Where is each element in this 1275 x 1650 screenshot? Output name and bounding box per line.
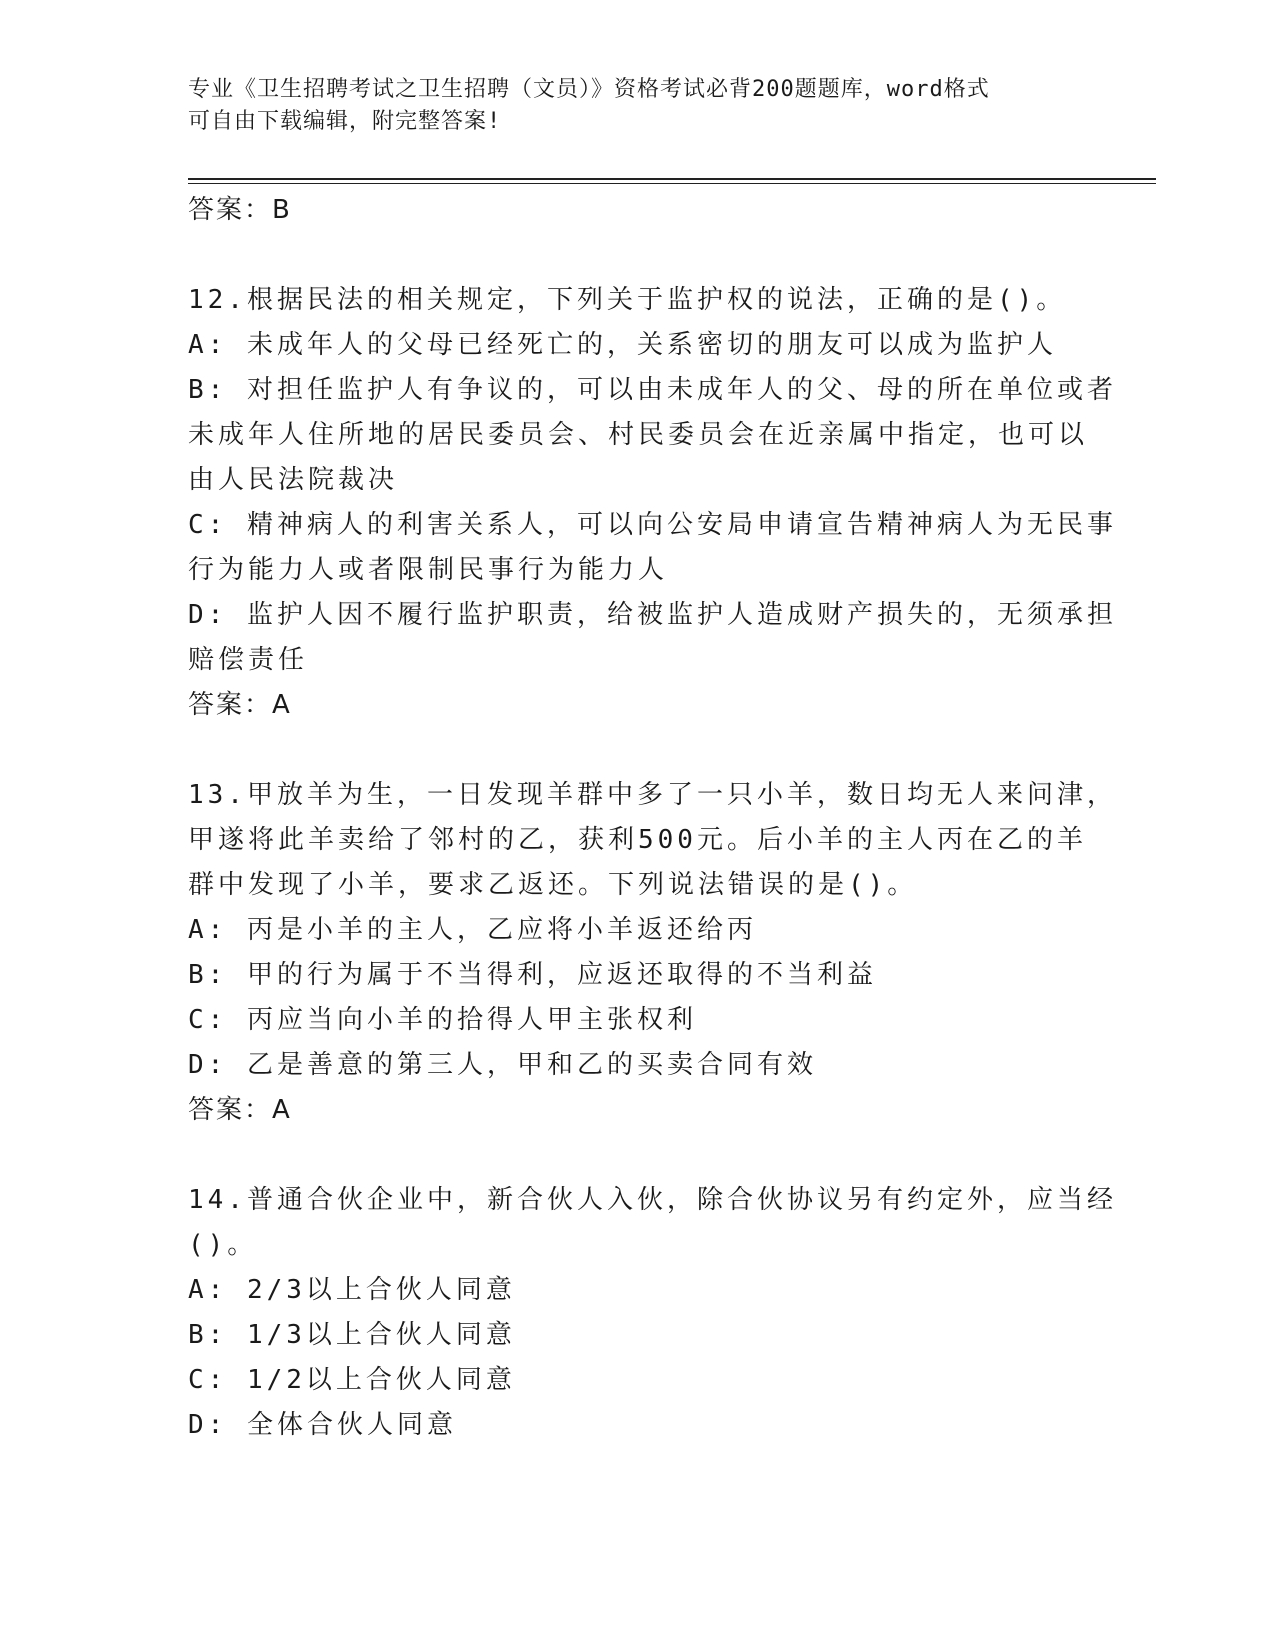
option-c	[188, 998, 1088, 1043]
option-line: D: 乙是善意的第三人，甲和乙的买卖合同有效	[188, 1050, 817, 1080]
question-stem-line: ()。	[188, 1230, 258, 1260]
answer-label: 答案：A	[188, 690, 292, 720]
option-a	[188, 1268, 1088, 1313]
option-line: A: 2/3以上合伙人同意	[188, 1275, 516, 1305]
option-line: 未成年人住所地的居民委员会、村民委员会在近亲属中指定，也可以	[188, 420, 1089, 450]
option-d	[188, 1403, 1088, 1448]
option-line: B: 甲的行为属于不当得利，应返还取得的不当利益	[188, 960, 877, 990]
option-line: B: 对担任监护人有争议的，可以由未成年人的父、母的所在单位或者	[188, 375, 1117, 405]
option-line: A: 丙是小羊的主人，乙应将小羊返还给丙	[188, 915, 757, 945]
question-content	[188, 188, 1117, 1448]
option-line: C: 精神病人的利害关系人，可以向公安局申请宣告精神病人为无民事	[188, 510, 1117, 540]
option-line: 由人民法院裁决	[188, 465, 399, 495]
question-stem-line: 12.根据民法的相关规定，下列关于监护权的说法，正确的是()。	[188, 285, 1067, 315]
option-b	[188, 1313, 1088, 1358]
answer-label: 答案：A	[188, 1095, 292, 1125]
option-d	[188, 593, 1117, 683]
header-title-line-2: 可自由下载编辑，附完整答案!	[188, 109, 502, 134]
option-line: A: 未成年人的父母已经死亡的，关系密切的朋友可以成为监护人	[188, 330, 1057, 360]
header-divider-thin	[188, 183, 1156, 184]
option-line: C: 1/2以上合伙人同意	[188, 1365, 516, 1395]
option-line: C: 丙应当向小羊的拾得人甲主张权利	[188, 1005, 697, 1035]
question-14	[188, 1178, 1117, 1448]
option-d	[188, 1043, 1088, 1088]
option-line: 行为能力人或者限制民事行为能力人	[188, 555, 669, 585]
question-stem-line: 甲遂将此羊卖给了邻村的乙，获利500元。后小羊的主人丙在乙的羊	[188, 825, 1087, 855]
option-line: 赔偿责任	[188, 645, 309, 675]
question-13	[188, 773, 1117, 1133]
option-b	[188, 368, 1117, 503]
option-line: B: 1/3以上合伙人同意	[188, 1320, 516, 1350]
question-stem-line: 群中发现了小羊，要求乙返还。下列说法错误的是()。	[188, 870, 918, 900]
question-12	[188, 278, 1117, 728]
header-title-line-1: 专业《卫生招聘考试之卫生招聘（文员）》资格考试必背200题题库，word格式	[188, 77, 990, 102]
option-b	[188, 953, 1088, 998]
document-header	[188, 74, 1088, 138]
previous-answer: 答案：B	[188, 195, 292, 225]
option-c	[188, 503, 1117, 593]
option-c	[188, 1358, 1088, 1403]
option-a	[188, 908, 1088, 953]
option-line: D: 全体合伙人同意	[188, 1410, 457, 1440]
option-line: D: 监护人因不履行监护职责，给被监护人造成财产损失的，无须承担	[188, 600, 1117, 630]
header-divider-thick	[188, 178, 1156, 180]
question-stem-line: 14.普通合伙企业中，新合伙人入伙，除合伙协议另有约定外，应当经	[188, 1185, 1117, 1215]
question-stem-line: 13.甲放羊为生，一日发现羊群中多了一只小羊，数日均无人来问津，	[188, 780, 1117, 810]
option-a	[188, 323, 1088, 368]
